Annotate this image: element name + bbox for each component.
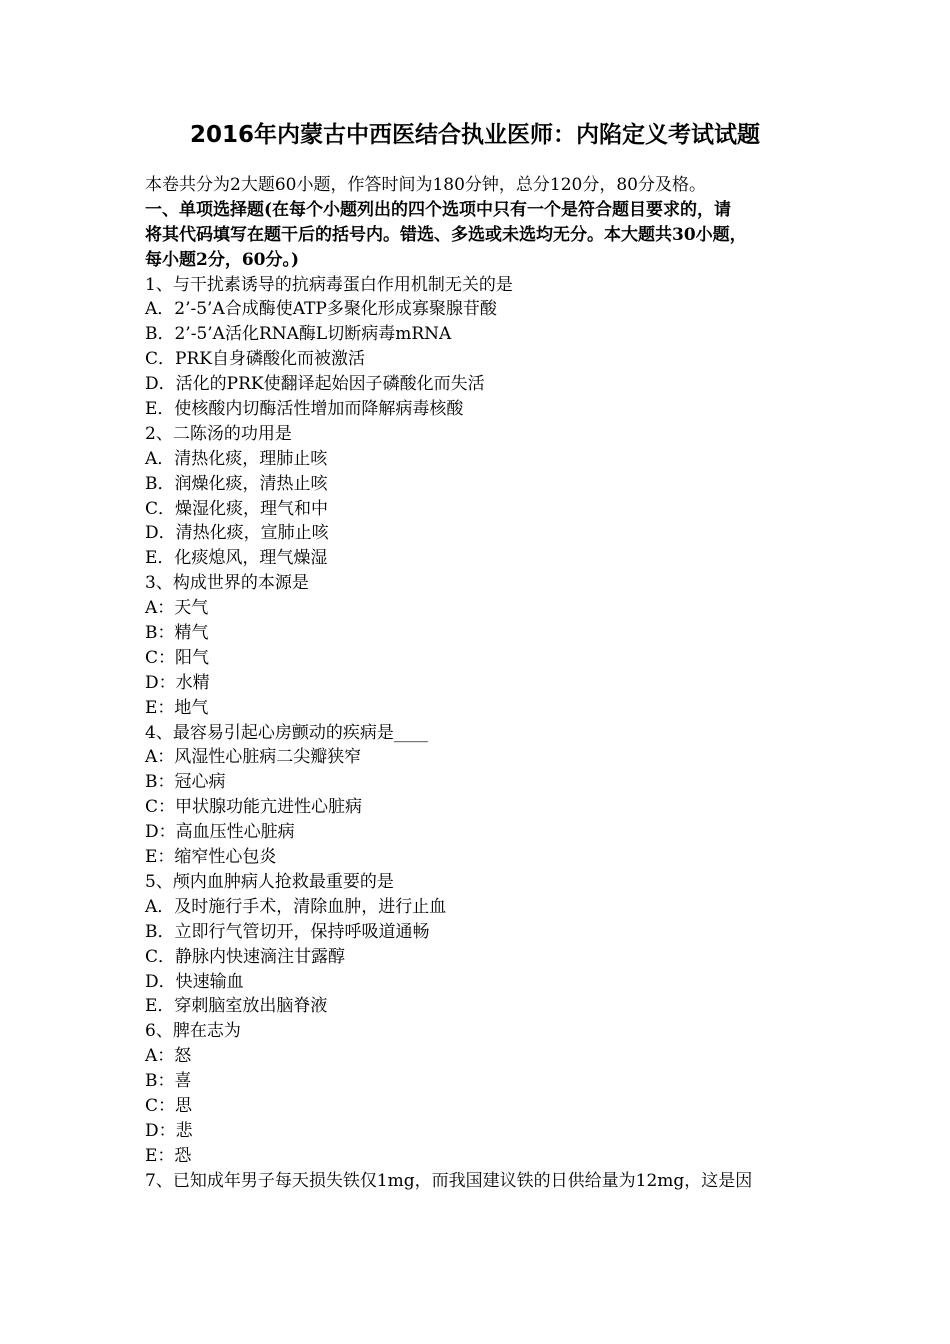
exam-intro: 本卷共分为2大题60小题，作答时间为180分钟，总分120分，80分及格。: [145, 175, 706, 195]
answer-option: D．清热化痰，宣肺止咳: [145, 523, 329, 544]
question-stem: 6、脾在志为: [145, 1021, 241, 1042]
answer-option: A．及时施行手术，清除血肿，进行止血: [145, 896, 447, 917]
question-stem: 3、构成世界的本源是: [145, 573, 309, 594]
answer-option: C．静脉内快速滴注甘露醇: [145, 946, 346, 967]
answer-option: C：甲状腺功能亢进性心脏病: [145, 797, 363, 818]
answer-option: B．2’-5’A活化RNA酶L切断病毒mRNA: [145, 324, 452, 345]
question-stem: 2、二陈汤的功用是: [145, 423, 292, 444]
answer-option: E：恐: [145, 1145, 192, 1166]
question-stem: 5、颅内血肿病人抢救最重要的是: [145, 871, 394, 892]
answer-option: E．化痰熄风，理气燥湿: [145, 548, 328, 569]
section-heading-line: 一、单项选择题(在每个小题列出的四个选项中只有一个是符合题目要求的，请: [145, 199, 732, 220]
answer-option: B：喜: [145, 1071, 192, 1092]
answer-option: A．清热化痰，理肺止咳: [145, 448, 328, 469]
answer-option: A．2’-5’A合成酶使ATP多聚化形成寡聚腺苷酸: [145, 299, 497, 320]
section-heading-line: 每小题2分，60分。): [145, 249, 300, 270]
page-title: 2016年内蒙古中西医结合执业医师：内陷定义考试试题: [189, 122, 760, 148]
answer-option: D．快速输血: [145, 971, 244, 992]
answer-option: D．活化的PRK使翻译起始因子磷酸化而失活: [145, 374, 485, 395]
question-stem: 1、与干扰素诱导的抗病毒蛋白作用机制无关的是: [145, 274, 513, 295]
question-stem: 4、最容易引起心房颤动的疾病是____: [145, 722, 428, 743]
answer-option: B：冠心病: [145, 772, 226, 793]
answer-option: D：悲: [145, 1120, 193, 1141]
section-heading-line: 将其代码填写在题干后的括号内。错选、多选或未选均无分。本大题共30小题，: [145, 224, 747, 245]
answer-option: D：高血压性心脏病: [145, 822, 295, 843]
answer-option: B：精气: [145, 623, 209, 644]
answer-option: B．润燥化痰，清热止咳: [145, 473, 328, 494]
answer-option: E：缩窄性心包炎: [145, 847, 277, 868]
answer-option: C．燥湿化痰，理气和中: [145, 498, 329, 519]
answer-option: D：水精: [145, 672, 210, 693]
answer-option: E：地气: [145, 697, 209, 718]
answer-option: A：天气: [145, 598, 209, 619]
answer-option: C：思: [145, 1095, 193, 1116]
answer-option: C．PRK自身磷酸化而被激活: [145, 349, 365, 370]
answer-option: A：怒: [145, 1046, 192, 1067]
answer-option: C：阳气: [145, 647, 210, 668]
answer-option: E．穿刺脑室放出脑脊液: [145, 996, 328, 1017]
answer-option: E．使核酸内切酶活性增加而降解病毒核酸: [145, 399, 464, 420]
document-body: [145, 173, 815, 1194]
question-stem: 7、已知成年男子每天损失铁仅1mg，而我国建议铁的日供给量为12mg，这是因: [145, 1170, 753, 1191]
answer-option: A：风湿性心脏病二尖瓣狭窄: [145, 747, 362, 768]
answer-option: B．立即行气管切开，保持呼吸道通畅: [145, 921, 430, 942]
